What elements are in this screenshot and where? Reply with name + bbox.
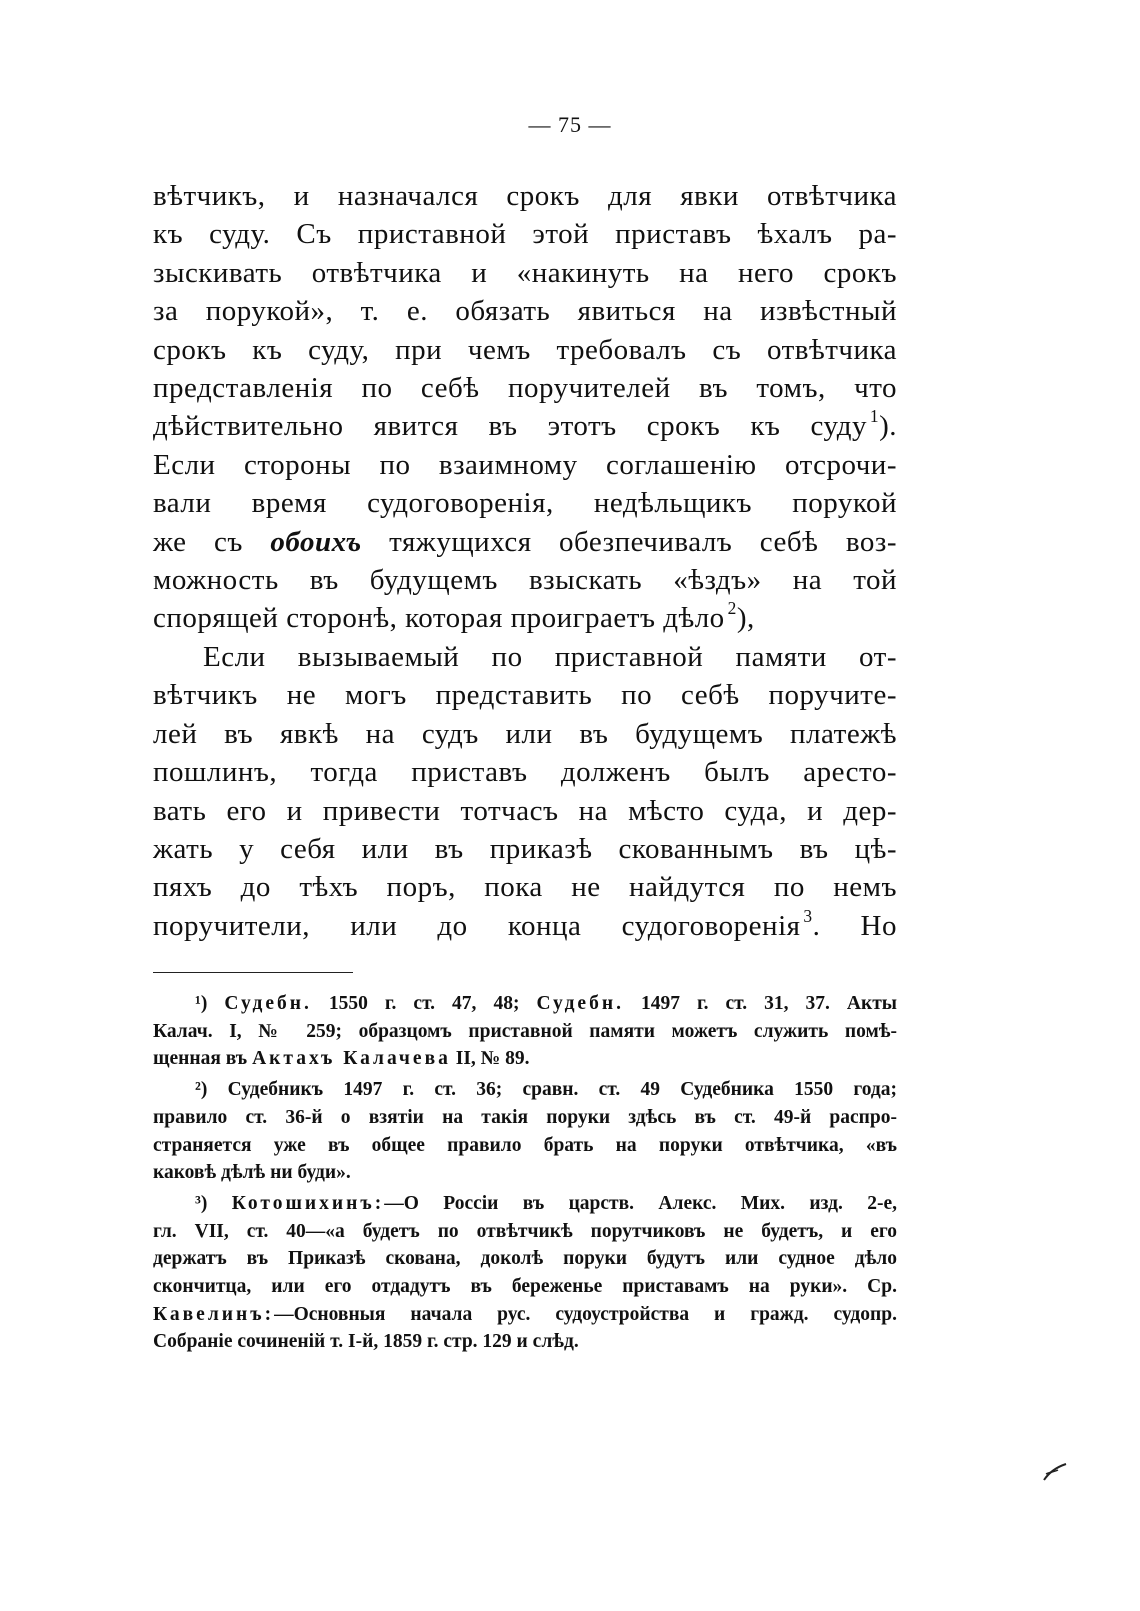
text-line: къ суду. Съ приставной этой приставъ ѣхалъ ра- xyxy=(153,218,897,251)
text-line: пяхъ до тѣхъ поръ, пока не найдутся по немъ xyxy=(153,871,897,904)
text-segment: —Основныя начала рус. судоустройства и гражд. судопр. xyxy=(274,1303,897,1325)
text-segment: поручители, или до конца судоговоренія xyxy=(153,909,801,942)
text-segment: же съ xyxy=(153,525,243,558)
text-segment: Судебникъ 1497 г. ст. 36; сравн. ст. 49 Судебника 1550 года; xyxy=(227,1079,898,1101)
text-segment: спорящей сторонѣ, которая проиграетъ дѣло xyxy=(153,602,725,635)
footnote-line xyxy=(153,1301,897,1329)
text-segment: Кавелинъ: xyxy=(153,1303,275,1325)
text-line xyxy=(153,907,897,945)
text-line xyxy=(153,523,897,561)
footnote-line: каковѣ дѣлѣ ни буди». xyxy=(153,1162,351,1184)
text-segment: Судебн. xyxy=(224,993,312,1014)
footnote-1 xyxy=(153,990,897,1073)
text-segment: —О Россіи въ царств. Алекс. Мих. изд. 2-е, xyxy=(384,1192,897,1214)
text-line: вѣтчикъ не могъ представить по себѣ поручите- xyxy=(153,679,897,712)
footnote-line: Собраніе сочиненій т. I-й, 1859 г. стр. 129 и слѣд. xyxy=(153,1331,579,1353)
footnote-divider xyxy=(153,972,353,973)
text-segment: 1497 г. ст. 31, 37. Акты xyxy=(640,993,898,1014)
footnote-line xyxy=(153,1076,897,1104)
text-segment: щенная въ xyxy=(153,1048,248,1070)
footnote-ref-3: 3 xyxy=(803,905,813,926)
text-line: Если стороны по взаимному соглашенію отсрочи- xyxy=(153,448,897,481)
text-line: пошлинъ, тогда приставъ долженъ былъ аресто- xyxy=(153,756,897,789)
footnote-line xyxy=(153,1190,897,1218)
text-segment: II, № 89. xyxy=(455,1048,530,1070)
text-line: срокъ къ суду, при чемъ требовалъ съ отвѣтчика xyxy=(153,333,897,366)
text-segment: Судебн. xyxy=(536,993,624,1014)
footnote-line xyxy=(153,990,897,1018)
main-text xyxy=(153,177,897,945)
text-segment: ). xyxy=(879,410,897,443)
text-segment: . Но xyxy=(812,909,897,942)
text-segment: ), xyxy=(736,602,755,635)
text-line: вали время судоговоренія, недѣльщикъ порукой xyxy=(153,487,897,520)
text-line: можность въ будущемъ взыскать «ѣздъ» на той xyxy=(153,564,897,597)
footnote-line: правило ст. 36-й о взятіи на такія поруки здѣсь въ ст. 49-й распро- xyxy=(153,1106,897,1128)
footnote-mark: ¹) xyxy=(195,993,208,1014)
text-segment: Котошихинъ: xyxy=(231,1192,385,1214)
text-line: представленія по себѣ поручителей въ томъ, что xyxy=(153,372,897,405)
footnote-ref-1: 1 xyxy=(869,406,880,427)
footnote-3 xyxy=(153,1190,897,1356)
footnote-ref-2: 2 xyxy=(727,598,737,619)
text-line: вѣтчикъ, и назначался срокъ для явки отвѣтчика xyxy=(153,180,897,212)
text-segment: Актахъ Калачева xyxy=(252,1048,451,1070)
footnote-line: гл. VII, ст. 40—«а будетъ по отвѣтчикѣ порутчиковъ не будетъ, и его xyxy=(153,1220,897,1242)
text-line: жать у себя или въ приказѣ скованнымъ въ цѣ- xyxy=(153,832,897,865)
footnote-line: Калач. I, № 259; образцомъ приставной памяти можетъ служить помѣ- xyxy=(153,1020,897,1042)
text-segment: 1550 г. ст. 47, 48; xyxy=(328,993,520,1014)
text-line: лей въ явкѣ на судъ или въ будущемъ платежѣ xyxy=(153,717,897,750)
footnote-2 xyxy=(153,1076,897,1187)
footnote-line: держатъ въ Приказѣ скована, доколѣ поруки будутъ или судное дѣло xyxy=(153,1248,897,1270)
text-segment: дѣйствительно явится въ этотъ срокъ къ суду xyxy=(153,410,867,443)
page-number: — 75 — xyxy=(528,112,612,137)
text-line: Если вызываемый по приставной памяти от- xyxy=(203,640,897,673)
footnote-mark: ²) xyxy=(195,1079,208,1101)
footnote-mark: ³) xyxy=(195,1192,208,1214)
footnote-line xyxy=(153,1045,897,1073)
footnotes xyxy=(153,990,897,1359)
emphasis-word: обоихъ xyxy=(270,525,362,558)
text-line: за порукой», т. е. обязать явиться на извѣстный xyxy=(153,295,897,328)
text-line: вать его и привести тотчасъ на мѣсто суда, и дер- xyxy=(153,794,897,827)
margin-pencil-mark xyxy=(1040,1460,1070,1484)
text-line xyxy=(153,407,897,445)
text-segment: тяжущихся обезпечивалъ себѣ воз- xyxy=(389,525,897,558)
text-line: зыскивать отвѣтчика и «накинуть на него срокъ xyxy=(153,256,897,289)
text-line xyxy=(153,599,897,637)
footnote-line: страняется уже въ общее правило брать на поруки отвѣтчика, «въ xyxy=(153,1134,897,1156)
footnote-line: скончитца, или его отдадутъ въ береженье приставамъ на руки». Ср. xyxy=(153,1276,897,1298)
